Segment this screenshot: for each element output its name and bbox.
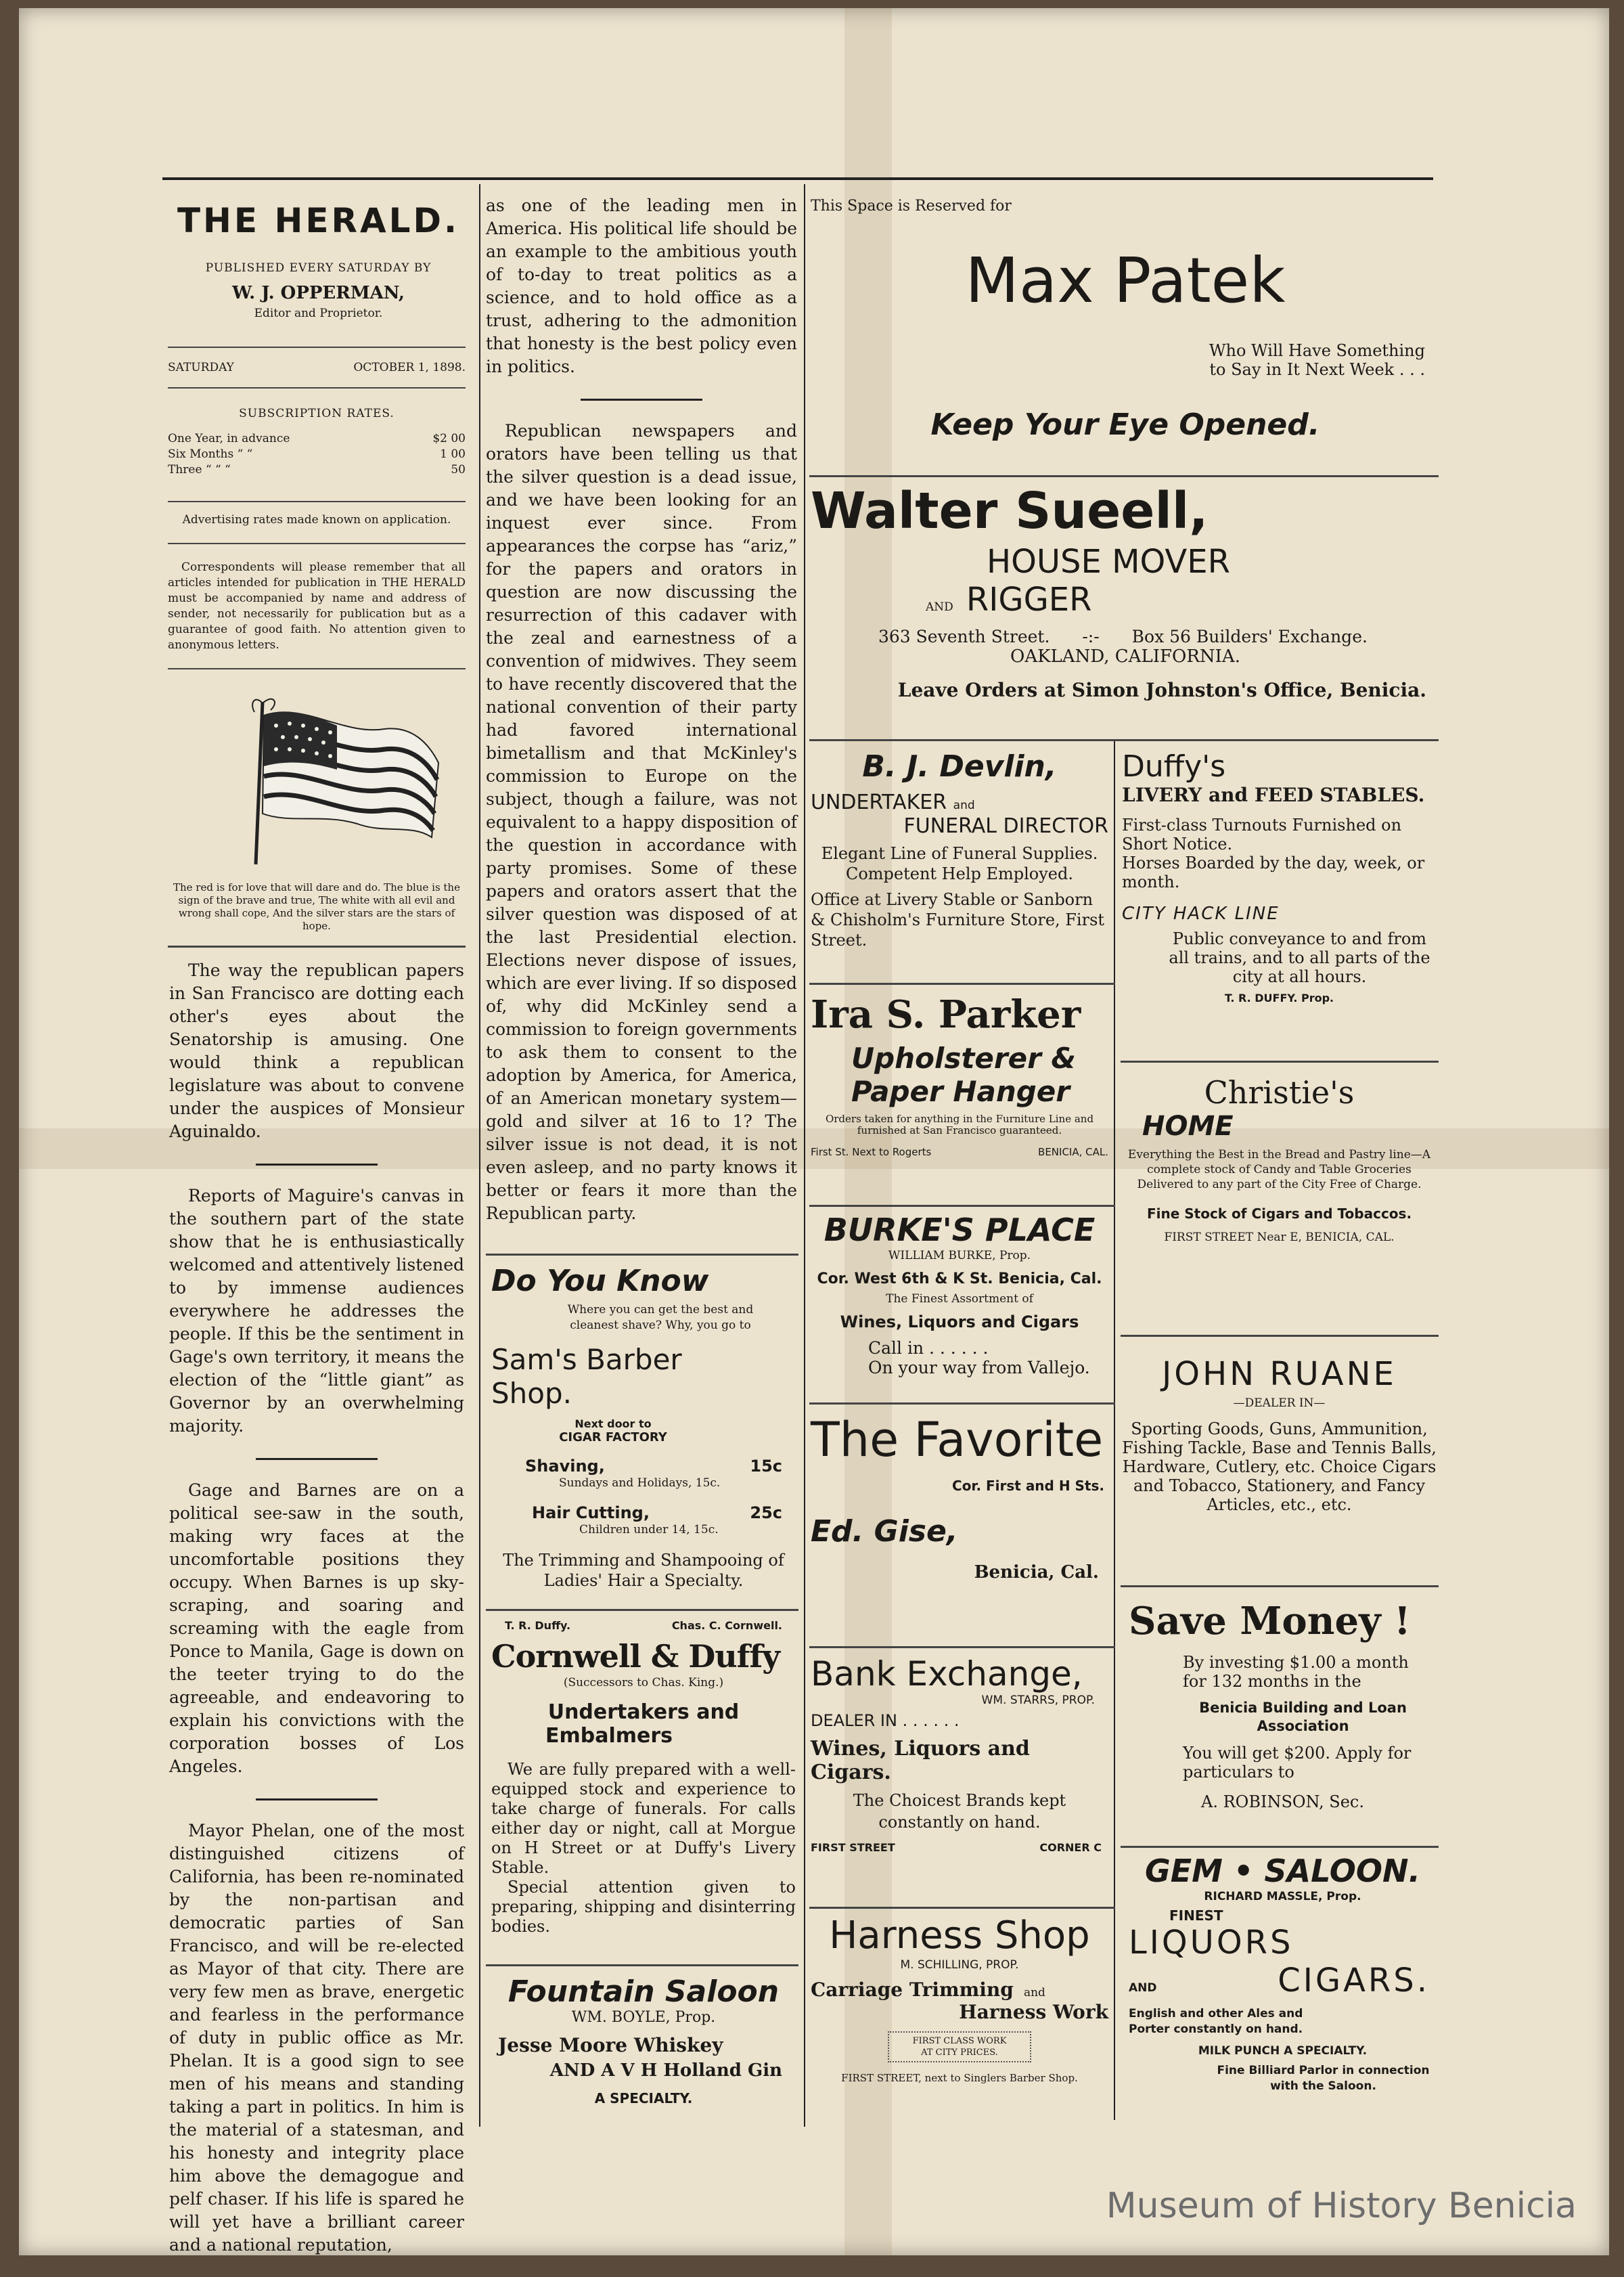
sams-name: Sam's Barber Shop. bbox=[491, 1343, 694, 1411]
cornwell-left-name: T. R. Duffy. bbox=[505, 1619, 570, 1632]
save-line-1: By investing $1.00 a month for 132 months in the bbox=[1129, 1653, 1437, 1691]
advertising-note: Advertising rates made known on application. bbox=[168, 512, 466, 528]
christie-body: Everything the Best in the Bread and Pastry line—A complete stock of Candy and Table Groceries Delivered to any part of the City Free of Charge. bbox=[1122, 1147, 1437, 1192]
sams-shaving: Shaving, bbox=[525, 1457, 605, 1476]
duffy-hack-line: CITY HACK LINE bbox=[1122, 904, 1437, 924]
ad-fountain-saloon bbox=[491, 1974, 796, 2106]
ads-rule bbox=[1121, 1846, 1439, 1848]
harness-line-2: Harness Work bbox=[811, 2001, 1108, 2023]
patek-slogan: Keep Your Eye Opened. bbox=[811, 407, 1440, 442]
gem-liquors: LIQUORS bbox=[1129, 1924, 1437, 1962]
gem-finest: FINEST bbox=[1169, 1907, 1437, 1924]
article-separator bbox=[256, 1798, 378, 1800]
rates-rule bbox=[168, 501, 466, 502]
advertising-rule bbox=[168, 543, 466, 544]
christie-address: FIRST STREET Near E, BENICIA, CAL. bbox=[1122, 1230, 1437, 1245]
ads-rule bbox=[809, 1646, 1115, 1648]
correspondents-rule bbox=[168, 668, 466, 669]
cornwell-note: Special attention given to preparing, shipping and disinterring bodies. bbox=[491, 1878, 796, 1937]
ads-rule bbox=[809, 475, 1439, 477]
rates-title: SUBSCRIPTION RATES. bbox=[168, 406, 466, 422]
rate-price: 1 00 bbox=[440, 447, 466, 462]
sams-headline: Do You Know bbox=[491, 1264, 796, 1298]
top-rule bbox=[162, 177, 1433, 180]
ad-devlin bbox=[811, 749, 1108, 950]
ad-max-patek bbox=[811, 198, 1440, 442]
ad-walter-sueell bbox=[811, 482, 1440, 701]
article-phelan: Mayor Phelan, one of the most distinguished citizens of California, has been re-nominated by the non-partisan and democratic parties of San Francisco, and will be re-elected as Mayor of that city. There are very few men as brave, energetic and fearless in the performance of duty in public office as Mr. Phelan. It is a good sign to see men of his means and standing taking a part in politics. In him is the material of a statesman, and his honesty and integrity place him above the demagogue and pelf chaser. If his life is spared he will yet have a brilliant career and a national reputation, bbox=[169, 1819, 464, 2257]
harness-owner: M. SCHILLING, PROP. bbox=[811, 1958, 1108, 1973]
harness-and: and bbox=[1024, 1986, 1045, 1999]
sams-location-2: CIGAR FACTORY bbox=[545, 1430, 681, 1444]
devlin-and: and bbox=[953, 799, 975, 812]
bank-brands: The Choicest Brands kept constantly on hand. bbox=[811, 1790, 1108, 1833]
rate-label: One Year, in advance bbox=[168, 431, 290, 447]
ads-rule bbox=[809, 1205, 1115, 1207]
ad-the-favorite bbox=[811, 1413, 1108, 1583]
sueell-box: Box 56 Builders' Exchange. bbox=[1132, 627, 1368, 646]
correspondents-note: Correspondents will please remember that all articles intended for publication in THE HERALD must be accompanied by name and address of sender, not necessarily for publication but as a guarantee of good faith. No attention given to anonymous letters. bbox=[168, 560, 466, 653]
sueell-city: OAKLAND, CALIFORNIA. bbox=[811, 646, 1440, 667]
flag-caption: The red is for love that will dare and do. The blue is the sign of the brave and true, The white with all evil and wrong shall cope, And the silver stars are the stars of hope. bbox=[168, 881, 466, 933]
gem-cigars: CIGARS. bbox=[1278, 1962, 1430, 1999]
parker-trade-1: Upholsterer & bbox=[851, 1042, 1108, 1075]
column-rule-2 bbox=[804, 184, 805, 2127]
article-silver-question: Republican newspapers and orators have been telling us that the silver question is a dead issue, and we have been looking for an inquest ever since. From appearances the corpse has “ariz,” for the papers and orators in question are now discussing the resurrection of this cadaver with the zeal and earnestness of a convention of midwives. They seem to have recently discovered that the national convention of their party had favored international bimetallism and that McKinley's commission to Europe on the subject, though a failure, was not equivalent to a happy disposition of the question in accordance with party promises. Some of these papers and orators assert that the silver question was disposed of at the last Presidential election. Elections never dispose of issues, which are ever living. If so disposed of, why did McKinley send a commission to foreign governments to ask them to consent to the adoption by America, for America, of an American monetary system—gold and silver at 16 to 1? The silver issue is not dead, it is not even asleep, and no party knows it better or fears it more than the Republican party. bbox=[486, 420, 797, 1225]
save-association: Benicia Building and Loan Association bbox=[1129, 1699, 1437, 1736]
bank-address-row bbox=[811, 1841, 1108, 1854]
patek-line-2: to Say in It Next Week . . . bbox=[811, 360, 1440, 379]
parker-orders: Orders taken for anything in the Furniture Line and furnished at San Francisco guaranteed. bbox=[811, 1113, 1108, 1136]
rate-label: Six Months “ “ bbox=[168, 447, 252, 462]
ads-rule bbox=[1121, 1335, 1439, 1337]
rate-row bbox=[168, 462, 466, 478]
masthead bbox=[164, 201, 472, 322]
favorite-address: Cor. First and H Sts. bbox=[811, 1478, 1108, 1494]
sueell-address-row bbox=[878, 627, 1440, 646]
harness-name: Harness Shop bbox=[811, 1914, 1108, 1958]
ad-cornwell-duffy bbox=[491, 1619, 796, 1937]
harness-box-line-2: AT CITY PRICES. bbox=[892, 2047, 1027, 2058]
ads-rule bbox=[809, 983, 1115, 985]
sueell-trade-2-row bbox=[926, 581, 1440, 619]
favorite-city: Benicia, Cal. bbox=[811, 1562, 1108, 1583]
burke-call-2: On your way from Vallejo. bbox=[811, 1358, 1108, 1377]
date-label: SATURDAY bbox=[168, 360, 234, 376]
devlin-trade-2: FUNERAL DIRECTOR bbox=[811, 814, 1108, 838]
sueell-separator: -:- bbox=[1082, 627, 1099, 646]
bank-name: Bank Exchange, bbox=[811, 1654, 1108, 1694]
bank-dealer: DEALER IN . . . . . . bbox=[811, 1711, 1108, 1730]
ad-bank-exchange bbox=[811, 1654, 1108, 1854]
article-phelan-continued: as one of the leading men in America. His political life should be an example to the ambitious youth of to-day to treat politics as a science, and to hold office as a trust, adhering to the admonition that honesty is the best policy even in politics. bbox=[486, 194, 797, 378]
column-rule-3 bbox=[1114, 739, 1115, 2120]
burke-call-1: Call in . . . . . . bbox=[811, 1338, 1108, 1358]
duffy-line-1: First-class Turnouts Furnished on Short Notice. bbox=[1122, 816, 1437, 854]
cornwell-name: Cornwell & Duffy bbox=[491, 1637, 796, 1675]
ad-harness-shop bbox=[811, 1914, 1108, 2084]
cornwell-line-1: Undertakers and bbox=[491, 1700, 796, 1724]
devlin-trade-1: UNDERTAKER bbox=[811, 791, 947, 814]
date-value: OCTOBER 1, 1898. bbox=[353, 360, 466, 376]
harness-box-line-1: FIRST CLASS WORK bbox=[892, 2035, 1027, 2047]
column-2-articles bbox=[486, 194, 797, 1245]
masthead-role: Editor and Proprietor. bbox=[164, 306, 472, 322]
bank-owner: WM. STARRS, PROP. bbox=[811, 1694, 1108, 1707]
sams-haircut: Hair Cutting, bbox=[532, 1503, 650, 1522]
masthead-publisher: W. J. OPPERMAN, bbox=[164, 283, 472, 303]
save-secretary: A. ROBINSON, Sec. bbox=[1129, 1792, 1437, 1811]
christie-home: HOME bbox=[1122, 1111, 1437, 1142]
ads-rule bbox=[809, 739, 1439, 741]
ads-rule bbox=[486, 1964, 798, 1966]
burke-name: BURKE'S PLACE bbox=[811, 1212, 1108, 1248]
parker-address-left: First St. Next to Rogerts bbox=[811, 1146, 931, 1158]
fountain-line-2: AND A V H Holland Gin bbox=[491, 2060, 796, 2081]
ad-ira-parker bbox=[811, 993, 1108, 1158]
sueell-trade-2: RIGGER bbox=[966, 581, 1092, 619]
parker-name: Ira S. Parker bbox=[811, 993, 1108, 1036]
american-flag-illustration bbox=[235, 688, 445, 871]
burke-owner: WILLIAM BURKE, Prop. bbox=[811, 1248, 1108, 1264]
sams-haircut-note: Children under 14, 15c. bbox=[579, 1522, 796, 1538]
newspaper-page bbox=[19, 8, 1609, 2255]
burke-assortment: The Finest Assortment of bbox=[811, 1291, 1108, 1307]
sams-shaving-price: 15c bbox=[750, 1457, 782, 1476]
ad-christies-home bbox=[1122, 1074, 1437, 1245]
gem-and: AND bbox=[1129, 1981, 1157, 1996]
sueell-orders: Leave Orders at Simon Johnston's Office, Benicia. bbox=[811, 679, 1440, 701]
ad-save-money bbox=[1129, 1599, 1437, 1811]
duffy-trade: LIVERY and FEED STABLES. bbox=[1122, 784, 1437, 806]
cornwell-names-row bbox=[491, 1619, 796, 1632]
ads-rule bbox=[1121, 1061, 1439, 1063]
ad-duffys-stables bbox=[1122, 749, 1437, 1004]
masthead-rule bbox=[168, 347, 466, 348]
rate-price: $2 00 bbox=[432, 431, 466, 447]
ruane-dealer: —DEALER IN— bbox=[1122, 1396, 1437, 1411]
fountain-name: Fountain Saloon bbox=[491, 1974, 796, 2009]
christie-cigars: Fine Stock of Cigars and Tobaccos. bbox=[1122, 1206, 1437, 1222]
sueell-name: Walter Sueell, bbox=[811, 482, 1440, 540]
patek-line-1: Who Will Have Something bbox=[811, 341, 1440, 360]
ad-sams-barber-shop bbox=[491, 1264, 796, 1591]
gem-owner: RICHARD MASSLE, Prop. bbox=[1129, 1889, 1437, 1905]
fountain-line-1: Jesse Moore Whiskey bbox=[491, 2034, 796, 2056]
sueell-address: 363 Seventh Street. bbox=[878, 627, 1050, 646]
rate-row bbox=[168, 431, 466, 447]
patek-name: Max Patek bbox=[811, 244, 1440, 317]
article-gage-barnes: Gage and Barnes are on a political see-saw in the south, making wry faces at the uncomfortable positions they occupy. When Barnes is up sky-scraping, and soaring and screaming with the eagle from Ponce to Manila, Gage is down on the teeter trying to do the agreeable, and endeavoring to explain his convictions with the corporation bosses of Los Angeles. bbox=[169, 1479, 464, 1778]
devlin-trade-1-row bbox=[811, 791, 1108, 814]
cornwell-successor: (Successors to Chas. King.) bbox=[491, 1675, 796, 1691]
cornwell-right-name: Chas. C. Cornwell. bbox=[672, 1619, 782, 1632]
parker-address-row bbox=[811, 1146, 1108, 1158]
bank-street: FIRST STREET bbox=[811, 1841, 895, 1854]
sams-shaving-row bbox=[525, 1457, 782, 1476]
gem-ales: English and other Ales and Porter constantly on hand. bbox=[1129, 2006, 1325, 2037]
ads-rule bbox=[1121, 1585, 1439, 1587]
ruane-body: Sporting Goods, Guns, Ammunition, Fishing Tackle, Base and Tennis Balls, Hardware, Cutlery, etc. Choice Cigars and Tobacco, Stationery, and Fancy Articles, etc., etc. bbox=[1122, 1419, 1437, 1514]
duffy-line-2: Horses Boarded by the day, week, or month. bbox=[1122, 854, 1437, 891]
bank-corner: CORNER C bbox=[1039, 1841, 1102, 1854]
rate-row bbox=[168, 447, 466, 462]
rate-price: 50 bbox=[451, 462, 466, 478]
article-senatorship: The way the republican papers in San Francisco are dotting each other's eyes about the Senatorship is amusing. One would think a republican legislature was about to convene under the auspices of Monsieur Aguinaldo. bbox=[169, 959, 464, 1143]
christie-name: Christie's bbox=[1122, 1074, 1437, 1111]
harness-address: FIRST STREET, next to Singlers Barber Shop. bbox=[811, 2072, 1108, 2084]
sams-specialty: The Trimming and Shampooing of Ladies' Hair a Specialty. bbox=[491, 1550, 796, 1591]
ads-rule bbox=[809, 1402, 1115, 1405]
article-separator bbox=[256, 1458, 378, 1460]
harness-line-1: Carriage Trimming bbox=[811, 1978, 1014, 2001]
date-rule bbox=[168, 387, 466, 389]
column-1-articles bbox=[169, 959, 464, 2277]
burke-goods: Wines, Liquors and Cigars bbox=[811, 1312, 1108, 1331]
duffy-hack-body: Public conveyance to and from all trains, and to all parts of the city at all hours. bbox=[1122, 929, 1437, 986]
rates-table bbox=[168, 431, 466, 478]
gem-billiard: Fine Billiard Parlor in connection with the Saloon. bbox=[1129, 2063, 1437, 2094]
sams-location-1: Next door to bbox=[545, 1417, 681, 1430]
sueell-trade-1: HOUSE MOVER bbox=[987, 543, 1440, 581]
sueell-and: AND bbox=[926, 600, 953, 614]
article-separator bbox=[581, 399, 702, 401]
flag-rule bbox=[168, 946, 466, 948]
sams-question: Where you can get the best and cleanest shave? Why, you go to bbox=[559, 1302, 762, 1333]
save-headline: Save Money ! bbox=[1129, 1599, 1437, 1643]
ruane-name: JOHN RUANE bbox=[1122, 1355, 1437, 1393]
cornwell-body: We are fully prepared with a well-equipped stock and experience to take charge of funerals. For calls either day or night, call at Morgue on H Street or at Duffy's Livery Stable. bbox=[491, 1760, 796, 1878]
duffy-owner: T. R. DUFFY. Prop. bbox=[1122, 992, 1437, 1004]
gem-name: GEM • SALOON. bbox=[1129, 1853, 1437, 1889]
ads-rule bbox=[486, 1609, 798, 1611]
parker-address-right: BENICIA, CAL. bbox=[1038, 1146, 1108, 1158]
duffy-name: Duffy's bbox=[1122, 749, 1437, 784]
harness-box bbox=[888, 2031, 1031, 2062]
ad-gem-saloon bbox=[1129, 1853, 1437, 2094]
masthead-title: THE HERALD. bbox=[164, 201, 472, 240]
burke-address: Cor. West 6th & K St. Benicia, Cal. bbox=[811, 1270, 1108, 1287]
rate-label: Three “ “ “ bbox=[168, 462, 231, 478]
ads-rule bbox=[486, 1254, 798, 1256]
patek-reserved: This Space is Reserved for bbox=[811, 198, 1440, 215]
gem-punch: MILK PUNCH A SPECIALTY. bbox=[1129, 2044, 1437, 2058]
bank-goods: Wines, Liquors and Cigars. bbox=[811, 1737, 1108, 1784]
sams-shaving-note: Sundays and Holidays, 15c. bbox=[559, 1476, 796, 1491]
save-line-2: You will get $200. Apply for particulars to bbox=[1129, 1744, 1437, 1782]
date-line bbox=[168, 360, 466, 376]
devlin-body: Elegant Line of Funeral Supplies. Competent Help Employed. bbox=[811, 843, 1108, 884]
cornwell-line-2: Embalmers bbox=[545, 1724, 796, 1748]
sams-haircut-price: 25c bbox=[750, 1503, 782, 1522]
masthead-published: PUBLISHED EVERY SATURDAY BY bbox=[164, 261, 472, 276]
fountain-owner: WM. BOYLE, Prop. bbox=[491, 2009, 796, 2026]
ad-john-ruane bbox=[1122, 1355, 1437, 1514]
article-maguire: Reports of Maguire's canvas in the southern part of the state show that he is enthusiastically welcomed and attentively listened to by immense audiences everywhere he addresses the people. If this be the sentiment in Gage's own territory, it means the election of the “little giant” as Governor by an overwhelming majority. bbox=[169, 1185, 464, 1438]
ad-burkes-place bbox=[811, 1212, 1108, 1377]
devlin-office: Office at Livery Stable or Sanborn & Chisholm's Furniture Store, First Street. bbox=[811, 889, 1108, 950]
column-rule-1 bbox=[479, 184, 480, 2127]
devlin-name: B. J. Devlin, bbox=[811, 749, 1108, 784]
favorite-owner: Ed. Gise, bbox=[811, 1514, 1108, 1549]
ads-rule bbox=[809, 1907, 1115, 1909]
museum-watermark: Museum of History Benicia bbox=[1106, 2186, 1577, 2226]
gem-cigars-row bbox=[1129, 1962, 1437, 1999]
favorite-name: The Favorite bbox=[811, 1413, 1108, 1467]
harness-line-1-row bbox=[811, 1978, 1108, 2001]
fountain-line-3: A SPECIALTY. bbox=[491, 2090, 796, 2106]
parker-trade-2: Paper Hanger bbox=[851, 1075, 1108, 1108]
article-separator bbox=[256, 1164, 378, 1166]
sams-haircut-row bbox=[532, 1503, 782, 1522]
